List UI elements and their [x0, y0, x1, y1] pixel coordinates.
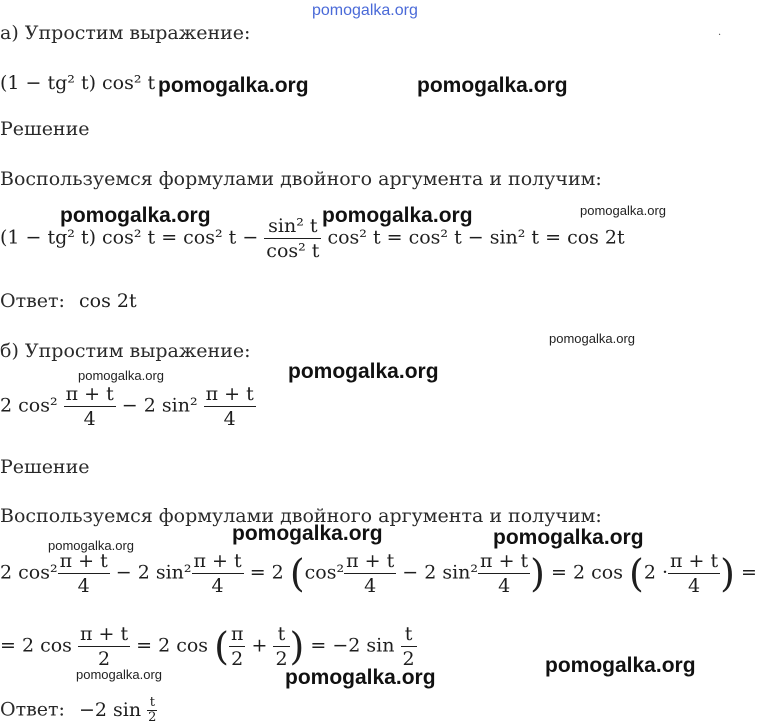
fraction-denominator: 4 — [77, 575, 90, 597]
answer-value: cos 2t — [79, 290, 137, 312]
part-a-solution-label: Решение — [0, 118, 90, 140]
fraction-numerator: π + t — [193, 550, 242, 572]
watermark: pomogalka.org — [60, 204, 211, 227]
watermark: pomogalka.org — [322, 204, 473, 227]
fraction-denominator: 2 — [148, 710, 157, 725]
cos-term: 2 cos² — [0, 561, 58, 584]
watermark: pomogalka.org — [285, 666, 436, 689]
pi-plus-t-over-4-fraction — [478, 549, 530, 598]
right-paren: ) — [289, 624, 305, 669]
fraction-denominator: 4 — [364, 575, 377, 597]
derivation-rhs: cos² t = cos² t − sin² t = cos 2t — [327, 226, 625, 249]
t-over-2-fraction — [273, 622, 289, 671]
fraction-denominator: 2 — [231, 648, 244, 670]
fraction-denominator: cos² t — [266, 240, 320, 262]
pi-plus-t-over-4-fraction — [344, 549, 396, 598]
t-over-2-fraction — [401, 622, 417, 671]
sin-term: − 2 sin² — [121, 394, 198, 417]
part-b-derivation-line-2 — [0, 622, 417, 671]
fraction-numerator: π + t — [205, 383, 254, 405]
fraction-numerator: π + t — [79, 623, 129, 645]
fraction-numerator: t — [147, 696, 157, 711]
equals-sign: = — [741, 561, 757, 584]
two-times: 2 · — [643, 561, 669, 584]
right-paren: ) — [530, 551, 545, 596]
watermark: pomogalka.org — [545, 654, 696, 677]
sin-term: − 2 sin² — [115, 561, 192, 584]
pi-plus-t-over-4-fraction — [192, 549, 244, 598]
pi-plus-t-over-2-fraction — [78, 622, 130, 671]
part-a-answer — [0, 290, 137, 312]
fraction-denominator: 2 — [275, 648, 288, 670]
watermark: pomogalka.org — [158, 74, 309, 97]
part-b-answer — [0, 696, 157, 725]
watermark: pomogalka.org — [78, 368, 164, 383]
derivation-lhs: (1 − tg² t) cos² t = cos² t − — [0, 226, 259, 249]
fraction-denominator: 4 — [223, 408, 236, 430]
fraction-denominator: 2 — [402, 648, 415, 670]
fraction-numerator: π + t — [670, 550, 719, 572]
part-b-method-text: Воспользуемся формулами двойного аргумента и получим: — [0, 505, 602, 527]
part-b-derivation-line-1 — [0, 549, 757, 598]
fraction-denominator: 4 — [688, 575, 701, 597]
cos-term: = 2 cos — [0, 634, 72, 657]
sin-term: − 2 sin² — [402, 561, 479, 584]
left-paren: ( — [629, 551, 644, 596]
watermark: pomogalka.org — [48, 538, 134, 553]
fraction-denominator: 4 — [498, 575, 511, 597]
fraction-numerator: t — [273, 622, 289, 647]
part-a-derivation — [0, 214, 625, 263]
right-paren: ) — [720, 551, 735, 596]
left-paren: ( — [214, 624, 229, 669]
equals-two: = 2 — [249, 561, 284, 584]
pi-plus-t-over-4-fraction — [64, 382, 116, 431]
answer-value — [79, 695, 157, 725]
cos-term: = 2 cos — [551, 561, 623, 584]
cos-term: 2 cos² — [0, 394, 58, 417]
watermark: pomogalka.org — [580, 203, 666, 218]
fraction-numerator: t — [401, 622, 417, 647]
answer-label: Ответ: — [0, 290, 65, 312]
fraction-denominator: 4 — [83, 408, 96, 430]
watermark: pomogalka.org — [493, 526, 644, 549]
watermark: pomogalka.org — [288, 360, 439, 383]
answer-prefix: −2 sin — [79, 698, 142, 721]
part-a-heading: а) Упростим выражение: — [0, 22, 251, 44]
watermark: pomogalka.org — [549, 331, 635, 346]
part-a-method-text: Воспользуемся формулами двойного аргумента и получим: — [0, 168, 602, 190]
fraction-numerator: π + t — [65, 383, 114, 405]
fraction-numerator: π + t — [59, 550, 108, 572]
watermark: pomogalka.org — [232, 522, 383, 545]
watermark: pomogalka.org — [312, 2, 418, 19]
cos-term: cos² — [304, 561, 345, 584]
plus-sign: + — [251, 634, 268, 657]
fraction-numerator: π + t — [480, 550, 529, 572]
watermark: pomogalka.org — [76, 667, 162, 682]
cos-term: = 2 cos — [136, 634, 209, 657]
pi-over-2-fraction — [229, 622, 246, 671]
fraction-numerator: π + t — [346, 550, 395, 572]
pi-plus-t-over-4-fraction — [204, 382, 256, 431]
left-paren: ( — [289, 551, 305, 596]
part-b-expression — [0, 382, 256, 431]
part-a-expression: (1 − tg² t) cos² t — [0, 72, 156, 94]
sin-over-cos-fraction — [264, 214, 321, 263]
pi-plus-t-over-4-fraction — [668, 549, 720, 598]
t-over-2-fraction — [147, 696, 157, 725]
fraction-numerator: sin² t — [264, 214, 321, 239]
answer-label: Ответ: — [0, 698, 65, 721]
fraction-numerator: π — [230, 623, 244, 645]
speck-mark: · — [718, 30, 722, 41]
part-b-solution-label: Решение — [0, 456, 90, 478]
watermark: pomogalka.org — [417, 74, 568, 97]
pi-plus-t-over-4-fraction — [58, 549, 110, 598]
fraction-denominator: 2 — [97, 648, 111, 670]
fraction-denominator: 4 — [211, 575, 224, 597]
sin-term: = −2 sin — [310, 634, 395, 657]
part-b-heading: б) Упростим выражение: — [0, 340, 251, 362]
